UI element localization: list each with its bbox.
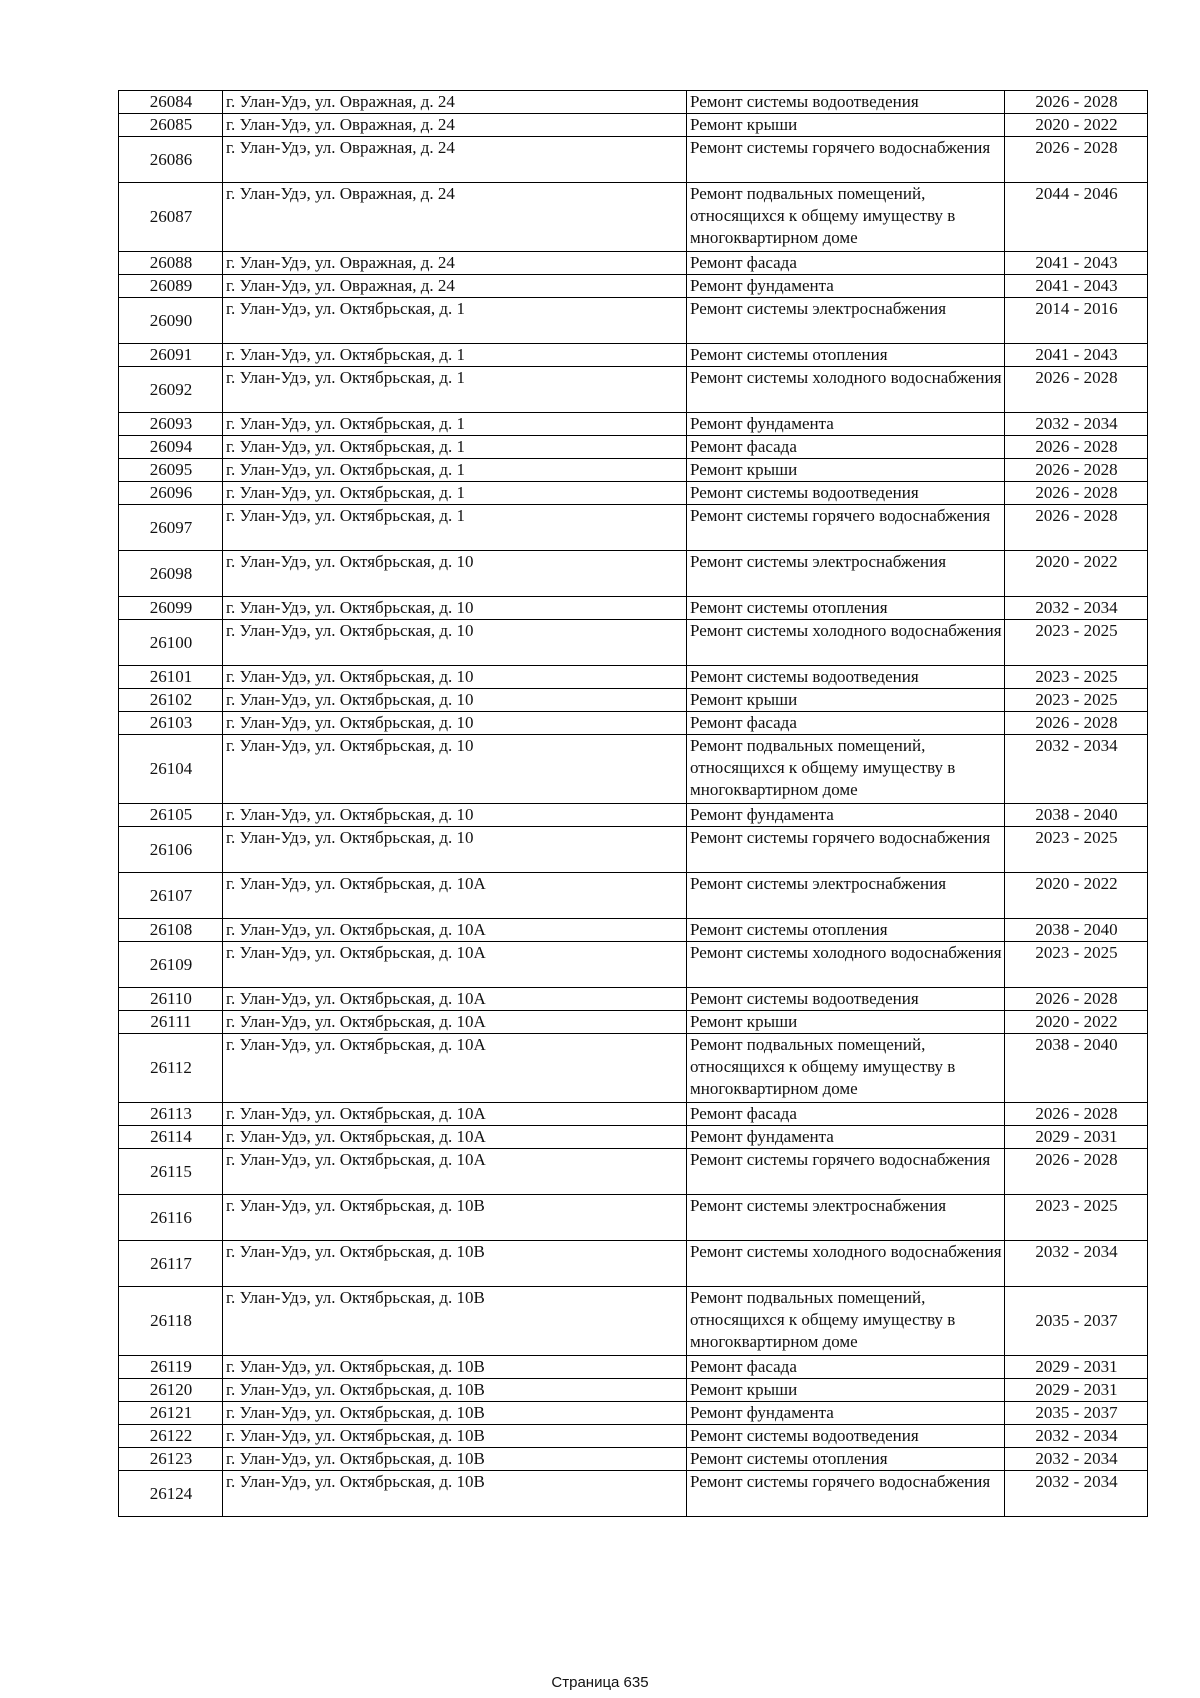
row-number-cell: 26099 — [119, 597, 223, 620]
table-row — [119, 1379, 1148, 1402]
row-number-cell: 26116 — [119, 1195, 223, 1241]
address-cell: г. Улан-Удэ, ул. Октябрьская, д. 10В — [223, 1241, 687, 1287]
row-number-cell: 26110 — [119, 988, 223, 1011]
period-cell: 2026 - 2028 — [1005, 459, 1148, 482]
work-type-cell: Ремонт подвальных помещений, относящихся к общему имуществу в многоквартирном доме — [687, 183, 1005, 252]
period-cell: 2026 - 2028 — [1005, 1149, 1148, 1195]
table-row — [119, 712, 1148, 735]
work-type-cell: Ремонт системы горячего водоснабжения — [687, 1149, 1005, 1195]
address-cell: г. Улан-Удэ, ул. Октябрьская, д. 10А — [223, 1034, 687, 1103]
table-row — [119, 942, 1148, 988]
table-row — [119, 919, 1148, 942]
period-cell: 2026 - 2028 — [1005, 988, 1148, 1011]
row-number-cell: 26108 — [119, 919, 223, 942]
table-row — [119, 413, 1148, 436]
work-type-cell: Ремонт фасада — [687, 712, 1005, 735]
period-cell: 2014 - 2016 — [1005, 298, 1148, 344]
work-type-cell: Ремонт системы отопления — [687, 1448, 1005, 1471]
table-row — [119, 436, 1148, 459]
period-cell: 2023 - 2025 — [1005, 689, 1148, 712]
period-cell: 2026 - 2028 — [1005, 1103, 1148, 1126]
table-row — [119, 873, 1148, 919]
address-cell: г. Улан-Удэ, ул. Октябрьская, д. 10А — [223, 873, 687, 919]
address-cell: г. Улан-Удэ, ул. Октябрьская, д. 1 — [223, 459, 687, 482]
period-cell: 2029 - 2031 — [1005, 1379, 1148, 1402]
row-number-cell: 26086 — [119, 137, 223, 183]
row-number-cell: 26094 — [119, 436, 223, 459]
address-cell: г. Улан-Удэ, ул. Октябрьская, д. 10А — [223, 942, 687, 988]
period-cell: 2026 - 2028 — [1005, 482, 1148, 505]
address-cell: г. Улан-Удэ, ул. Октябрьская, д. 10 — [223, 689, 687, 712]
table-row — [119, 988, 1148, 1011]
work-type-cell: Ремонт подвальных помещений, относящихся к общему имуществу в многоквартирном доме — [687, 1034, 1005, 1103]
period-cell: 2032 - 2034 — [1005, 413, 1148, 436]
row-number-cell: 26085 — [119, 114, 223, 137]
table-row — [119, 689, 1148, 712]
period-cell: 2032 - 2034 — [1005, 597, 1148, 620]
table-row — [119, 482, 1148, 505]
address-cell: г. Улан-Удэ, ул. Октябрьская, д. 10В — [223, 1471, 687, 1517]
row-number-cell: 26122 — [119, 1425, 223, 1448]
period-cell: 2026 - 2028 — [1005, 137, 1148, 183]
table-row — [119, 298, 1148, 344]
table-row — [119, 114, 1148, 137]
period-cell: 2026 - 2028 — [1005, 436, 1148, 459]
row-number-cell: 26088 — [119, 252, 223, 275]
row-number-cell: 26123 — [119, 1448, 223, 1471]
table-row — [119, 1195, 1148, 1241]
address-cell: г. Улан-Удэ, ул. Октябрьская, д. 10В — [223, 1356, 687, 1379]
table-row — [119, 620, 1148, 666]
row-number-cell: 26091 — [119, 344, 223, 367]
work-type-cell: Ремонт системы водоотведения — [687, 1425, 1005, 1448]
row-number-cell: 26093 — [119, 413, 223, 436]
row-number-cell: 26098 — [119, 551, 223, 597]
period-cell: 2032 - 2034 — [1005, 1241, 1148, 1287]
period-cell: 2026 - 2028 — [1005, 505, 1148, 551]
address-cell: г. Улан-Удэ, ул. Октябрьская, д. 10А — [223, 1126, 687, 1149]
address-cell: г. Улан-Удэ, ул. Овражная, д. 24 — [223, 91, 687, 114]
work-type-cell: Ремонт крыши — [687, 1011, 1005, 1034]
work-type-cell: Ремонт фундамента — [687, 1402, 1005, 1425]
address-cell: г. Улан-Удэ, ул. Октябрьская, д. 10А — [223, 1103, 687, 1126]
page-number: Страница 635 — [551, 1674, 649, 1691]
work-type-cell: Ремонт фундамента — [687, 413, 1005, 436]
table-row — [119, 183, 1148, 252]
period-cell: 2023 - 2025 — [1005, 620, 1148, 666]
row-number-cell: 26096 — [119, 482, 223, 505]
period-cell: 2026 - 2028 — [1005, 712, 1148, 735]
work-type-cell: Ремонт системы холодного водоснабжения — [687, 1241, 1005, 1287]
work-type-cell: Ремонт фасада — [687, 1103, 1005, 1126]
address-cell: г. Улан-Удэ, ул. Октябрьская, д. 10В — [223, 1448, 687, 1471]
address-cell: г. Улан-Удэ, ул. Овражная, д. 24 — [223, 252, 687, 275]
work-type-cell: Ремонт системы электроснабжения — [687, 1195, 1005, 1241]
period-cell: 2020 - 2022 — [1005, 873, 1148, 919]
row-number-cell: 26106 — [119, 827, 223, 873]
row-number-cell: 26103 — [119, 712, 223, 735]
row-number-cell: 26111 — [119, 1011, 223, 1034]
work-type-cell: Ремонт системы отопления — [687, 919, 1005, 942]
row-number-cell: 26087 — [119, 183, 223, 252]
period-cell: 2032 - 2034 — [1005, 1471, 1148, 1517]
table-row — [119, 1287, 1148, 1356]
address-cell: г. Улан-Удэ, ул. Октябрьская, д. 1 — [223, 505, 687, 551]
address-cell: г. Улан-Удэ, ул. Овражная, д. 24 — [223, 137, 687, 183]
address-cell: г. Улан-Удэ, ул. Октябрьская, д. 1 — [223, 482, 687, 505]
period-cell: 2032 - 2034 — [1005, 1448, 1148, 1471]
row-number-cell: 26100 — [119, 620, 223, 666]
table-row — [119, 275, 1148, 298]
row-number-cell: 26112 — [119, 1034, 223, 1103]
row-number-cell: 26105 — [119, 804, 223, 827]
address-cell: г. Улан-Удэ, ул. Октябрьская, д. 10 — [223, 666, 687, 689]
work-type-cell: Ремонт системы холодного водоснабжения — [687, 620, 1005, 666]
table-row — [119, 1103, 1148, 1126]
table-row — [119, 344, 1148, 367]
address-cell: г. Улан-Удэ, ул. Октябрьская, д. 10 — [223, 735, 687, 804]
address-cell: г. Улан-Удэ, ул. Октябрьская, д. 10 — [223, 712, 687, 735]
table-row — [119, 1241, 1148, 1287]
period-cell: 2041 - 2043 — [1005, 344, 1148, 367]
row-number-cell: 26121 — [119, 1402, 223, 1425]
period-cell: 2035 - 2037 — [1005, 1402, 1148, 1425]
period-cell: 2023 - 2025 — [1005, 666, 1148, 689]
row-number-cell: 26089 — [119, 275, 223, 298]
address-cell: г. Улан-Удэ, ул. Октябрьская, д. 10 — [223, 827, 687, 873]
period-cell: 2029 - 2031 — [1005, 1126, 1148, 1149]
row-number-cell: 26097 — [119, 505, 223, 551]
work-type-cell: Ремонт системы электроснабжения — [687, 873, 1005, 919]
row-number-cell: 26124 — [119, 1471, 223, 1517]
row-number-cell: 26109 — [119, 942, 223, 988]
row-number-cell: 26120 — [119, 1379, 223, 1402]
period-cell: 2032 - 2034 — [1005, 735, 1148, 804]
address-cell: г. Улан-Удэ, ул. Октябрьская, д. 10В — [223, 1287, 687, 1356]
work-type-cell: Ремонт крыши — [687, 114, 1005, 137]
period-cell: 2038 - 2040 — [1005, 804, 1148, 827]
work-type-cell: Ремонт фасада — [687, 252, 1005, 275]
period-cell: 2041 - 2043 — [1005, 275, 1148, 298]
work-type-cell: Ремонт системы водоотведения — [687, 91, 1005, 114]
table-body — [119, 91, 1148, 1517]
work-type-cell: Ремонт фундамента — [687, 1126, 1005, 1149]
table-row — [119, 1126, 1148, 1149]
work-type-cell: Ремонт фасада — [687, 436, 1005, 459]
address-cell: г. Улан-Удэ, ул. Октябрьская, д. 1 — [223, 413, 687, 436]
row-number-cell: 26095 — [119, 459, 223, 482]
repair-schedule-table — [118, 90, 1148, 1517]
table-row — [119, 1402, 1148, 1425]
period-cell: 2038 - 2040 — [1005, 1034, 1148, 1103]
table-row — [119, 1471, 1148, 1517]
row-number-cell: 26115 — [119, 1149, 223, 1195]
row-number-cell: 26092 — [119, 367, 223, 413]
address-cell: г. Улан-Удэ, ул. Октябрьская, д. 10А — [223, 919, 687, 942]
work-type-cell: Ремонт системы водоотведения — [687, 666, 1005, 689]
work-type-cell: Ремонт системы водоотведения — [687, 482, 1005, 505]
row-number-cell: 26104 — [119, 735, 223, 804]
period-cell: 2020 - 2022 — [1005, 114, 1148, 137]
period-cell: 2041 - 2043 — [1005, 252, 1148, 275]
row-number-cell: 26090 — [119, 298, 223, 344]
work-type-cell: Ремонт системы отопления — [687, 344, 1005, 367]
row-number-cell: 26118 — [119, 1287, 223, 1356]
address-cell: г. Улан-Удэ, ул. Овражная, д. 24 — [223, 183, 687, 252]
row-number-cell: 26119 — [119, 1356, 223, 1379]
period-cell: 2029 - 2031 — [1005, 1356, 1148, 1379]
address-cell: г. Улан-Удэ, ул. Октябрьская, д. 1 — [223, 367, 687, 413]
address-cell: г. Улан-Удэ, ул. Октябрьская, д. 10 — [223, 620, 687, 666]
address-cell: г. Улан-Удэ, ул. Октябрьская, д. 10А — [223, 1149, 687, 1195]
period-cell: 2020 - 2022 — [1005, 1011, 1148, 1034]
address-cell: г. Улан-Удэ, ул. Октябрьская, д. 10 — [223, 551, 687, 597]
period-cell: 2038 - 2040 — [1005, 919, 1148, 942]
address-cell: г. Улан-Удэ, ул. Октябрьская, д. 10В — [223, 1379, 687, 1402]
period-cell: 2023 - 2025 — [1005, 942, 1148, 988]
row-number-cell: 26114 — [119, 1126, 223, 1149]
work-type-cell: Ремонт системы горячего водоснабжения — [687, 137, 1005, 183]
work-type-cell: Ремонт системы холодного водоснабжения — [687, 942, 1005, 988]
address-cell: г. Улан-Удэ, ул. Октябрьская, д. 10А — [223, 988, 687, 1011]
table-row — [119, 735, 1148, 804]
address-cell: г. Улан-Удэ, ул. Октябрьская, д. 1 — [223, 298, 687, 344]
work-type-cell: Ремонт системы отопления — [687, 597, 1005, 620]
period-cell: 2026 - 2028 — [1005, 367, 1148, 413]
work-type-cell: Ремонт системы водоотведения — [687, 988, 1005, 1011]
work-type-cell: Ремонт подвальных помещений, относящихся к общему имуществу в многоквартирном доме — [687, 1287, 1005, 1356]
table-row — [119, 597, 1148, 620]
work-type-cell: Ремонт системы горячего водоснабжения — [687, 827, 1005, 873]
table-row — [119, 505, 1148, 551]
address-cell: г. Улан-Удэ, ул. Октябрьская, д. 10В — [223, 1425, 687, 1448]
row-number-cell: 26084 — [119, 91, 223, 114]
table-row — [119, 804, 1148, 827]
table-row — [119, 1149, 1148, 1195]
table-row — [119, 459, 1148, 482]
period-cell: 2023 - 2025 — [1005, 827, 1148, 873]
row-number-cell: 26117 — [119, 1241, 223, 1287]
period-cell: 2023 - 2025 — [1005, 1195, 1148, 1241]
row-number-cell: 26102 — [119, 689, 223, 712]
table-row — [119, 551, 1148, 597]
table-row — [119, 827, 1148, 873]
work-type-cell: Ремонт системы горячего водоснабжения — [687, 1471, 1005, 1517]
work-type-cell: Ремонт фундамента — [687, 804, 1005, 827]
table-row — [119, 1448, 1148, 1471]
row-number-cell: 26113 — [119, 1103, 223, 1126]
work-type-cell: Ремонт подвальных помещений, относящихся к общему имуществу в многоквартирном доме — [687, 735, 1005, 804]
address-cell: г. Улан-Удэ, ул. Овражная, д. 24 — [223, 275, 687, 298]
table-row — [119, 367, 1148, 413]
table-row — [119, 666, 1148, 689]
period-cell: 2026 - 2028 — [1005, 91, 1148, 114]
work-type-cell: Ремонт крыши — [687, 1379, 1005, 1402]
work-type-cell: Ремонт системы электроснабжения — [687, 551, 1005, 597]
table-row — [119, 91, 1148, 114]
address-cell: г. Улан-Удэ, ул. Октябрьская, д. 1 — [223, 344, 687, 367]
period-cell: 2035 - 2037 — [1005, 1287, 1148, 1356]
period-cell: 2032 - 2034 — [1005, 1425, 1148, 1448]
address-cell: г. Улан-Удэ, ул. Октябрьская, д. 10А — [223, 1011, 687, 1034]
address-cell: г. Улан-Удэ, ул. Октябрьская, д. 10В — [223, 1402, 687, 1425]
table-row — [119, 1356, 1148, 1379]
row-number-cell: 26101 — [119, 666, 223, 689]
table-row — [119, 252, 1148, 275]
work-type-cell: Ремонт системы электроснабжения — [687, 298, 1005, 344]
address-cell: г. Улан-Удэ, ул. Октябрьская, д. 10 — [223, 597, 687, 620]
row-number-cell: 26107 — [119, 873, 223, 919]
table-row — [119, 1425, 1148, 1448]
work-type-cell: Ремонт крыши — [687, 689, 1005, 712]
work-type-cell: Ремонт крыши — [687, 459, 1005, 482]
work-type-cell: Ремонт фасада — [687, 1356, 1005, 1379]
table-row — [119, 1034, 1148, 1103]
work-type-cell: Ремонт фундамента — [687, 275, 1005, 298]
work-type-cell: Ремонт системы горячего водоснабжения — [687, 505, 1005, 551]
table-row — [119, 1011, 1148, 1034]
address-cell: г. Улан-Удэ, ул. Овражная, д. 24 — [223, 114, 687, 137]
address-cell: г. Улан-Удэ, ул. Октябрьская, д. 10 — [223, 804, 687, 827]
address-cell: г. Улан-Удэ, ул. Октябрьская, д. 1 — [223, 436, 687, 459]
period-cell: 2044 - 2046 — [1005, 183, 1148, 252]
work-type-cell: Ремонт системы холодного водоснабжения — [687, 367, 1005, 413]
period-cell: 2020 - 2022 — [1005, 551, 1148, 597]
table-row — [119, 137, 1148, 183]
address-cell: г. Улан-Удэ, ул. Октябрьская, д. 10В — [223, 1195, 687, 1241]
